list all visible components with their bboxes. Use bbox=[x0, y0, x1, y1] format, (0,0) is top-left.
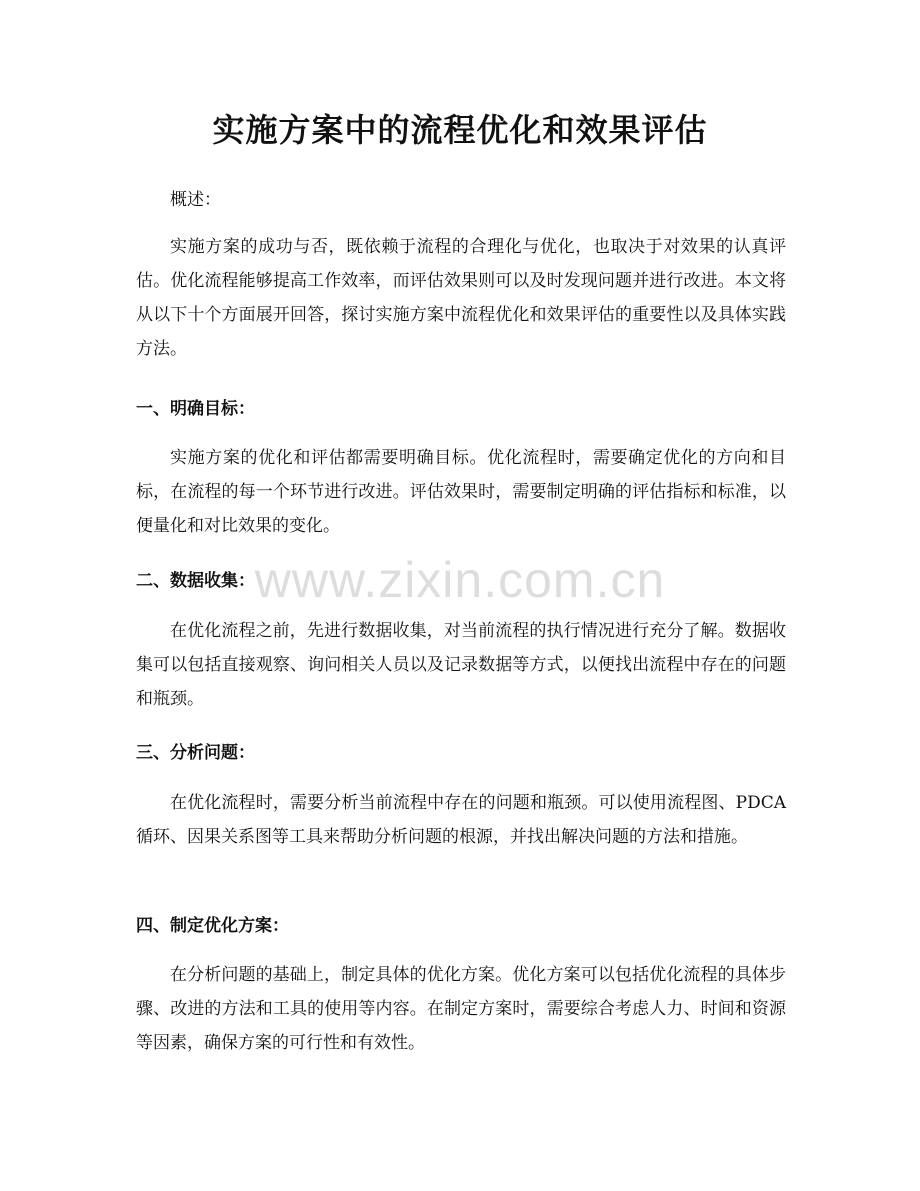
intro-paragraph: 实施方案的成功与否，既依赖于流程的合理化与优化，也取决于对效果的认真评估。优化流程能够提高工作效率，而评估效果则可以及时发现问题并进行改进。本文将从以下十个方面展开回答，探讨实施方案中流程优化和效果评估的重要性以及具体实践方法。 bbox=[136, 237, 786, 359]
section-text-4: 在分析问题的基础上，制定具体的优化方案。优化方案可以包括优化流程的具体步骤、改进的方法和工具的使用等内容。在制定方案时，需要综合考虑人力、时间和资源等因素，确保方案的可行性和有效性。 bbox=[136, 965, 786, 1053]
section-text-3: 在优化流程时，需要分析当前流程中存在的问题和瓶颈。可以使用流程图、PDCA 循环、因果关系图等工具来帮助分析问题的根源，并找出解决问题的方法和措施。 bbox=[136, 793, 786, 847]
overview-label: 概述： bbox=[170, 190, 221, 210]
section-heading-4: 四、制定优化方案： bbox=[136, 916, 289, 936]
section-text-2: 在优化流程之前，先进行数据收集，对当前流程的执行情况进行充分了解。数据收集可以包括直接观察、询问相关人员以及记录数据等方式，以便找出流程中存在的问题和瓶颈。 bbox=[136, 621, 786, 709]
document-title: 实施方案中的流程优化和效果评估 bbox=[212, 111, 708, 149]
section-heading-2: 二、数据收集： bbox=[136, 571, 255, 591]
section-text-1: 实施方案的优化和评估都需要明确目标。优化流程时，需要确定优化的方向和目标，在流程的每一个环节进行改进。评估效果时，需要制定明确的评估指标和标准，以便量化和对比效果的变化。 bbox=[136, 448, 786, 536]
section-heading-1: 一、明确目标： bbox=[136, 399, 255, 419]
watermark-text: www.zixin.com.cn bbox=[254, 552, 666, 608]
section-heading-3: 三、分析问题： bbox=[136, 743, 255, 763]
